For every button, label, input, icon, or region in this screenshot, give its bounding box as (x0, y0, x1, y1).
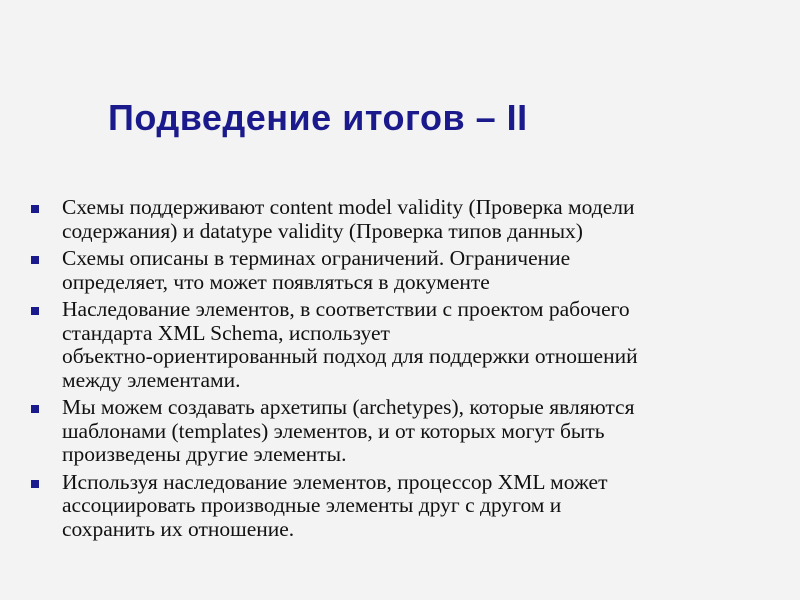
bullet-list (30, 196, 780, 545)
square-bullet-icon (31, 256, 39, 264)
square-bullet-icon (31, 480, 39, 488)
bullet-text-line: содержания) и datatype validity (Проверка типов данных) (62, 218, 583, 243)
bullet-item (30, 396, 780, 467)
bullet-text-line: Мы можем создавать архетипы (archetypes), которые являются (62, 395, 635, 419)
bullet-text-line: сохранить их отношение. (62, 516, 295, 541)
bullet-item (30, 298, 780, 392)
bullet-text-line: Наследование элементов, в соответствии с проектом рабочего (62, 297, 630, 321)
bullet-item (30, 196, 780, 243)
bullet-text-line: Схемы поддерживают content model validity (Проверка модели (62, 195, 635, 219)
bullet-text-line: между элементами. (62, 367, 241, 392)
bullet-text-line: произведены другие элементы. (62, 442, 347, 466)
bullet-text-line: объектно-ориентированный подход для поддержки отношений (62, 344, 638, 368)
bullet-text-line: Используя наследование элементов, процессор XML может (62, 469, 608, 494)
bullet-text-line: шаблонами (templates) элементов, и от которых могут быть (62, 418, 605, 443)
bullet-text-line: Схемы описаны в терминах ограничений. Ограничение (62, 246, 571, 270)
bullet-text-line: стандарта XML Schema, использует (62, 320, 390, 345)
slide-title: Подведение итогов – II (108, 97, 528, 138)
square-bullet-icon (31, 205, 39, 213)
bullet-item (30, 247, 780, 294)
bullet-text-line: ассоциировать производные элементы друг с другом и (62, 493, 562, 517)
square-bullet-icon (31, 405, 39, 413)
bullet-item (30, 471, 780, 542)
bullet-text-line: определяет, что может появляться в документе (62, 269, 490, 294)
square-bullet-icon (31, 307, 39, 315)
